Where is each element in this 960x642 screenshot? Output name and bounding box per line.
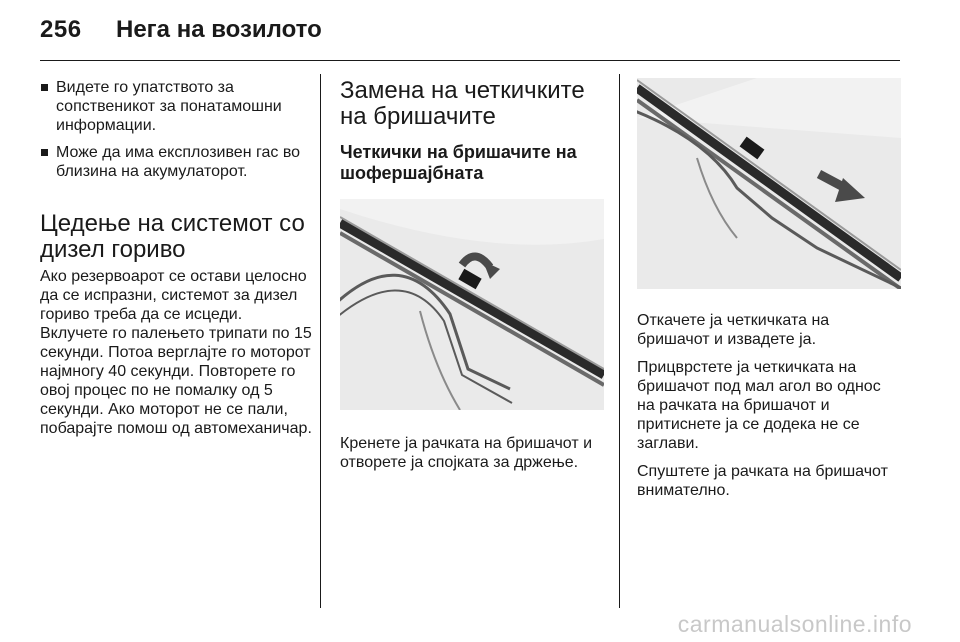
diesel-drain-paragraph: Ако резервоарот се остави целосно да се испразни, системот за дизел гориво треба да се исцеди. Вклучете го палењето трипати по 15 секунди. Потоа верглајте го моторот најмногу 40 секунди. Повторете го овој процес по не помалку од 5 секунди. Ако моторот не се пали, побарајте помош од автомеханичар. <box>40 268 312 437</box>
header-rule <box>40 60 900 61</box>
figure-caption-lift-arm: Кренете ја рачката на бришачот и отворете ја спојката за држење. <box>340 435 593 471</box>
right-column <box>637 78 902 500</box>
subsection-title-windscreen-wipers: Четкички на бришачите на шофершајбната <box>340 142 577 183</box>
bullet-item <box>40 78 312 135</box>
wiper-remove-illustration <box>637 78 901 289</box>
bullet-text: Може да има експлозивен гас во близина на акумулаторот. <box>56 144 301 180</box>
column-divider-2 <box>619 74 620 608</box>
wiper-lift-illustration <box>340 199 604 410</box>
page-header-title: Нега на возилото <box>116 16 322 43</box>
middle-column <box>340 78 604 472</box>
instruction-lower-arm: Спуштете ја рачката на бришачот внимателно. <box>637 463 888 499</box>
square-bullet-icon <box>41 84 48 91</box>
instruction-remove-blade: Откачете ја четкичката на бришачот и извадете ја. <box>637 312 830 348</box>
page-number: 256 <box>40 16 82 43</box>
square-bullet-icon <box>41 149 48 156</box>
section-title-wiper-replacement: Замена на четкичките на бришачите <box>340 77 585 130</box>
left-column <box>40 78 312 438</box>
bullet-text: Видете го упатството за сопственикот за понатамошни информации. <box>56 79 282 134</box>
bullet-item <box>40 143 312 181</box>
warning-bullet-list <box>40 78 312 181</box>
watermark: carmanualsonline.info <box>677 611 912 637</box>
column-divider-1 <box>320 74 321 608</box>
section-title-diesel-drain: Цедење на системот со дизел гориво <box>40 210 305 263</box>
instruction-attach-blade: Прицврстете ја четкичката на бришачот под мал агол во однос на рачката на бришачот и притиснете ја се додека не се заглави. <box>637 359 881 452</box>
